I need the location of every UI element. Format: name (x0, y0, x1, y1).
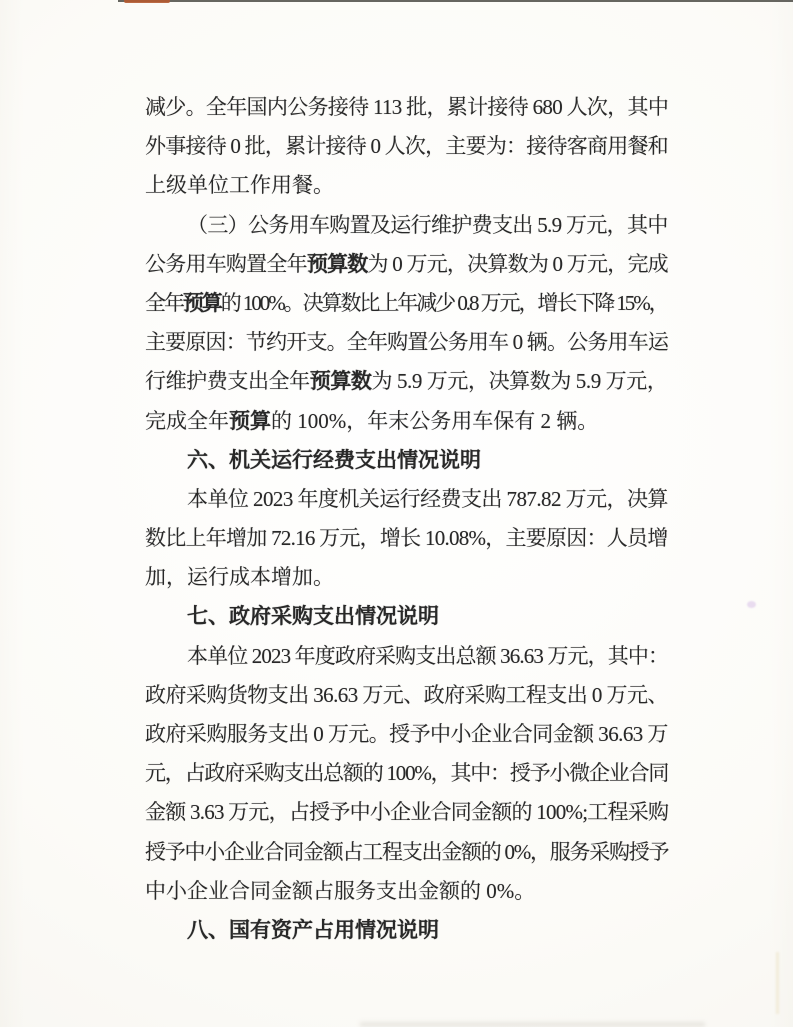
text-segment: 政府采购货物支出 36.63 万元、政府采购工程支出 0 万元、 (145, 682, 668, 707)
text-line-22 (145, 911, 668, 950)
text-line-14 (145, 597, 668, 636)
text-line-16 (145, 676, 668, 715)
text-line-13 (145, 558, 668, 597)
text-line-1 (145, 88, 668, 127)
text-segment: 元，占政府采购支出总额的 100%，其中：授予小微企业合同 (145, 761, 669, 786)
text-segment: 本单位 2023 年度机关运行经费支出 787.82 万元，决算 (187, 486, 668, 511)
text-segment: 八、国有资产占用情况说明 (187, 918, 439, 942)
text-segment: 主要原因：节约开支。全年购置公务用车 0 辆。公务用车运 (145, 330, 669, 355)
text-segment: 数比上年增加 72.16 万元，增长 10.08%，主要原因：人员增 (145, 526, 668, 551)
text-line-19 (145, 793, 668, 832)
text-line-9 (145, 402, 668, 441)
text-line-11 (145, 480, 668, 519)
text-segment: 上级单位工作用餐。 (145, 173, 334, 198)
bold-text-segment: 预算 (229, 408, 271, 433)
text-segment: （三）公务用车购置及运行维护费支出 5.9 万元，其中 (187, 212, 668, 237)
text-line-4 (145, 206, 668, 245)
scan-bottom-smudge (360, 1022, 705, 1027)
text-segment: 本单位 2023 年度政府采购支出总额 36.63 万元，其中： (187, 643, 669, 668)
document-body (145, 88, 668, 950)
text-line-10 (145, 441, 668, 480)
text-segment: 为 5.9 万元，决算数为 5.9 万元， (371, 369, 668, 394)
text-line-3 (145, 166, 668, 205)
text-segment: 的 100%。决算数比上年减少 0.8 万元，增长下降 15%， (220, 290, 668, 315)
text-segment: 六、机关运行经费支出情况说明 (187, 448, 481, 472)
text-segment: 加，运行成本增加。 (145, 565, 334, 590)
text-line-18 (145, 754, 668, 793)
text-line-15 (145, 637, 668, 676)
scan-purple-fleck (747, 601, 756, 608)
scan-top-edge-line (118, 0, 793, 2)
text-segment: 全年 (145, 290, 183, 315)
text-line-21 (145, 872, 668, 911)
text-segment: 公务用车购置全年 (145, 251, 307, 276)
scan-right-edge-smudge (776, 952, 779, 1014)
text-line-6 (145, 284, 668, 323)
text-line-12 (145, 519, 668, 558)
scan-top-edge-accent (124, 0, 170, 3)
text-segment: 七、政府采购支出情况说明 (187, 605, 439, 629)
text-line-5 (145, 245, 668, 284)
text-segment: 金额 3.63 万元，占授予中小企业合同金额的 100%;工程采购 (145, 800, 669, 825)
text-line-7 (145, 323, 668, 362)
text-segment: 授予中小企业合同金额占工程支出金额的 0%，服务采购授予 (145, 839, 669, 864)
text-segment: 行维护费支出全年 (145, 369, 310, 394)
bold-text-segment: 预算数 (309, 369, 372, 394)
text-line-20 (145, 833, 668, 872)
text-segment: 外事接待 0 批，累计接待 0 人次，主要为：接待客商用餐和 (145, 134, 668, 159)
bold-text-segment: 预算 (182, 290, 221, 315)
bold-text-segment: 预算数 (306, 251, 368, 276)
text-segment: 为 0 万元，决算数为 0 万元，完成 (367, 251, 668, 276)
text-line-17 (145, 715, 668, 754)
text-segment: 的 100%，年末公务用车保有 2 辆。 (271, 408, 599, 433)
text-segment: 中小企业合同金额占服务支出金额的 0%。 (145, 878, 536, 903)
text-line-2 (145, 127, 668, 166)
text-segment: 政府采购服务支出 0 万元。授予中小企业合同金额 36.63 万 (145, 722, 668, 746)
text-line-8 (145, 362, 668, 401)
text-segment: 完成全年 (145, 408, 229, 433)
text-segment: 减少。全年国内公务接待 113 批，累计接待 680 人次，其中 (145, 95, 669, 119)
